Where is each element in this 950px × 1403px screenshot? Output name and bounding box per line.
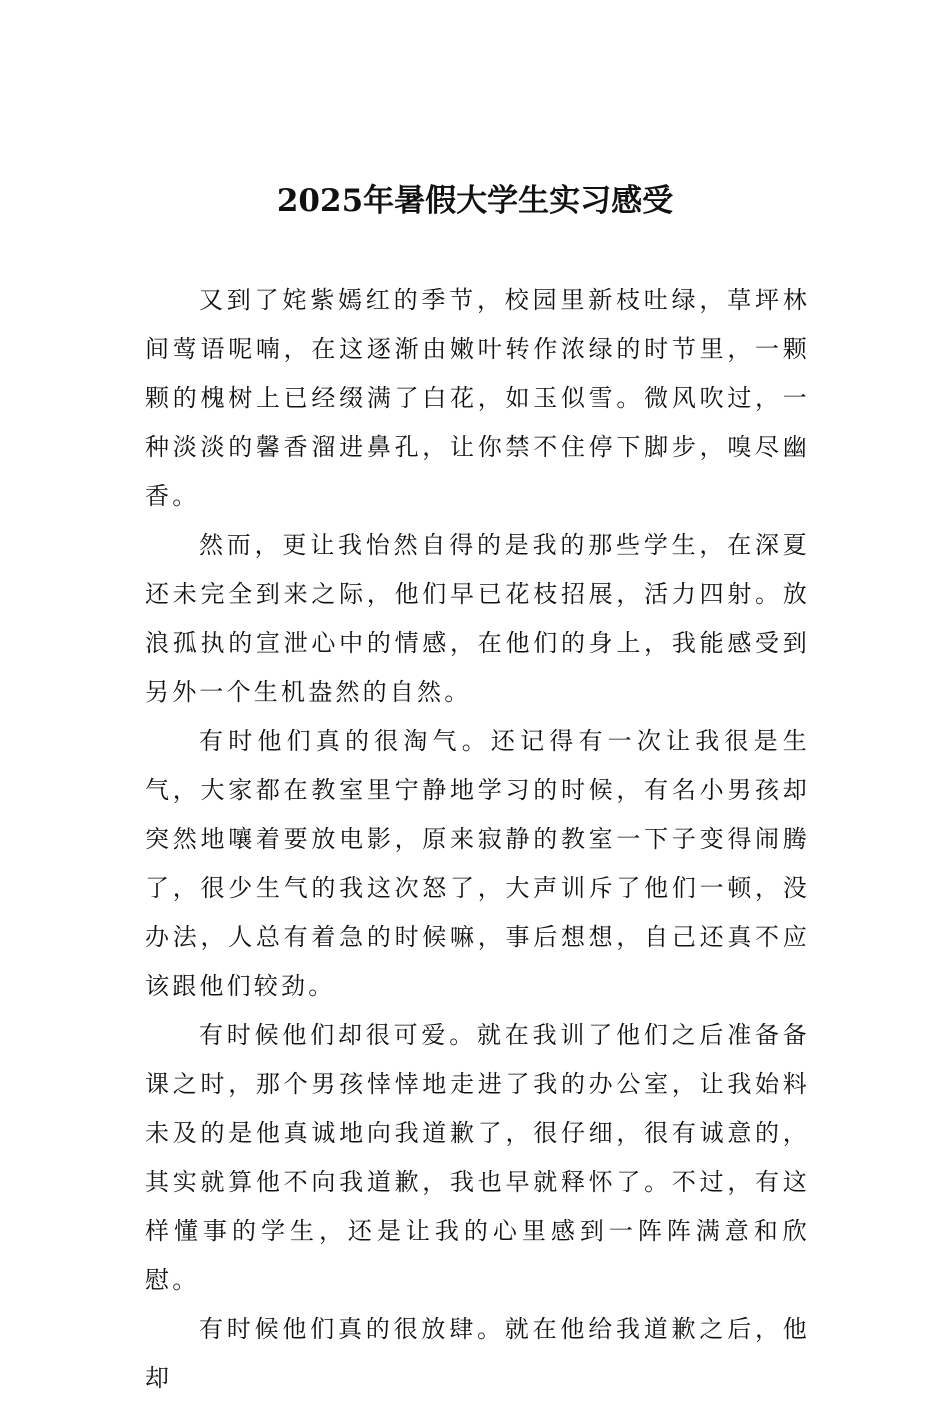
paragraph-4: 有时候他们却很可爱。就在我训了他们之后准备备课之时，那个男孩悻悻地走进了我的办公室，让我始料未及的是他真诚地向我道歉了，很仔细，很有诚意的，其实就算他不向我道歉，我也早就释怀了。不过，有这样懂事的学生，还是让我的心里感到一阵阵满意和欣慰。 bbox=[145, 1021, 810, 1294]
document-title: 2025年暑假大学生实习感受 bbox=[276, 183, 674, 219]
paragraph-3: 有时他们真的很淘气。还记得有一次让我很是生气，大家都在教室里宁静地学习的时候，有名小男孩却突然地嚷着要放电影，原来寂静的教室一下子变得闹腾了，很少生气的我这次怒了，大声训斥了他们一顿，没办法，人总有着急的时候嘛，事后想想，自己还真不应该跟他们较劲。 bbox=[145, 727, 810, 1000]
paragraph-1: 又到了姹紫嫣红的季节，校园里新枝吐绿，草坪林间莺语呢喃，在这逐渐由嫩叶转作浓绿的时节里，一颗颗的槐树上已经缀满了白花，如玉似雪。微风吹过，一种淡淡的馨香溜进鼻孔，让你禁不住停下脚步，嗅尽幽香。 bbox=[145, 286, 810, 510]
paragraph-2: 然而，更让我怡然自得的是我的那些学生，在深夏还未完全到来之际，他们早已花枝招展，活力四射。放浪孤执的宣泄心中的情感，在他们的身上，我能感受到另外一个生机盎然的自然。 bbox=[145, 531, 810, 706]
paragraph-5: 有时候他们真的很放肆。就在他给我道歉之后，他却 bbox=[145, 1315, 810, 1392]
document-body bbox=[145, 276, 810, 1403]
